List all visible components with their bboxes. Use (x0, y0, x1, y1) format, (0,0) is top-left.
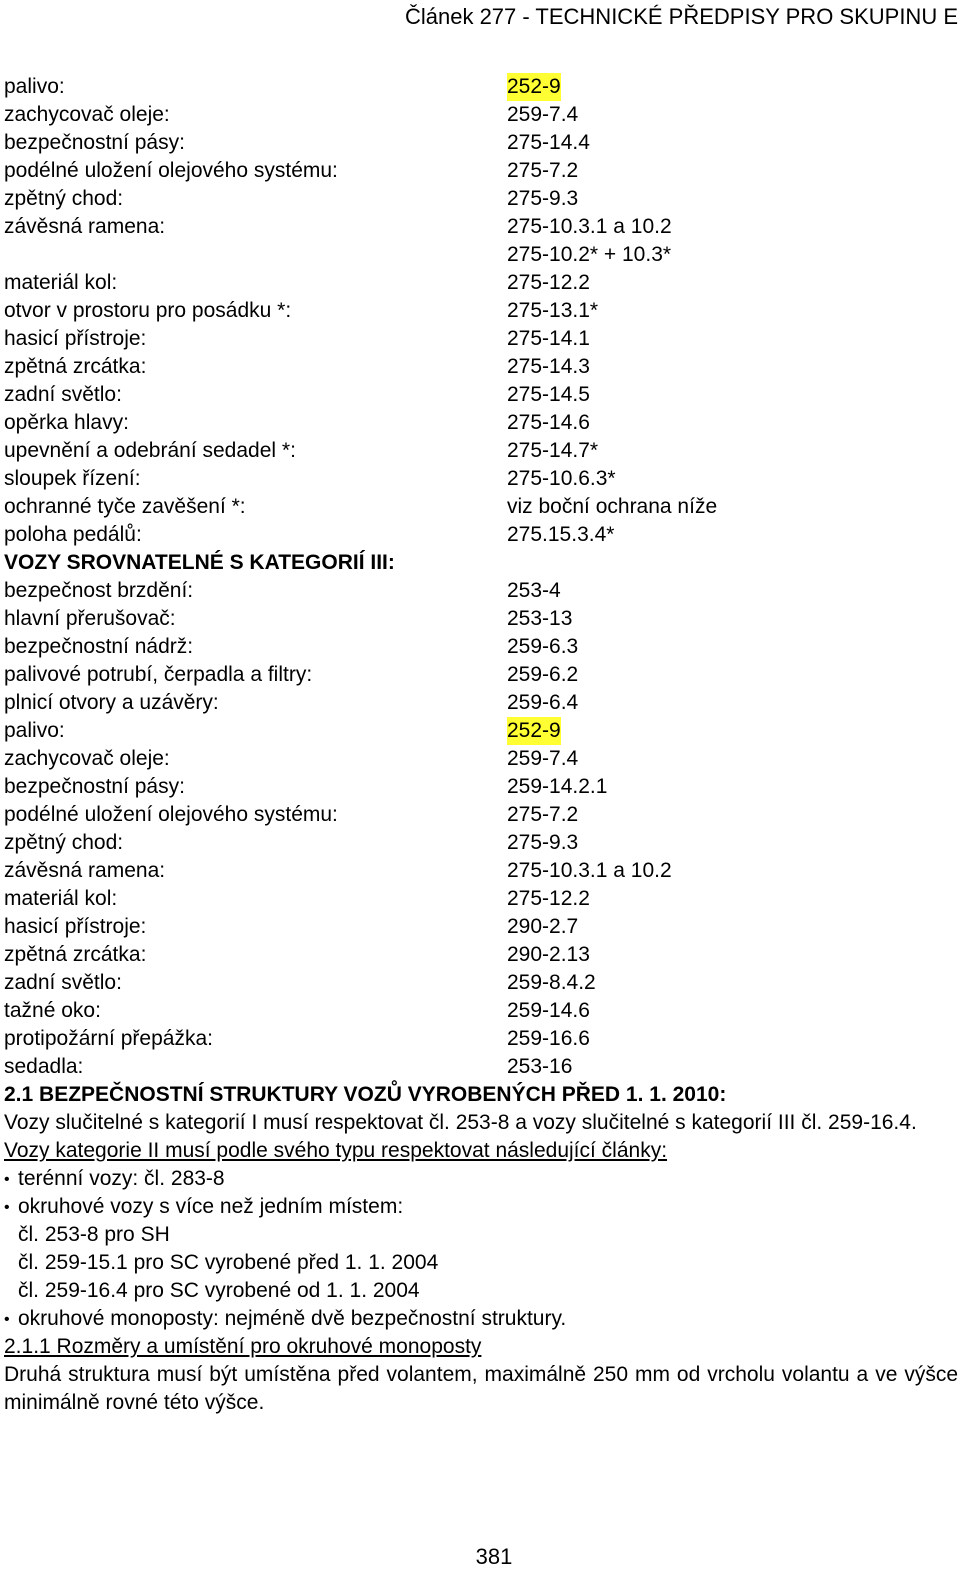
reference-row (4, 745, 958, 773)
sub-item: čl. 253-8 pro SH (18, 1223, 170, 1246)
reference-value: 275-12.2 (507, 887, 590, 910)
reference-row (4, 241, 958, 269)
section-heading-category-iii: VOZY SROVNATELNÉ S KATEGORIÍ III: (4, 551, 395, 574)
reference-value: 275-14.3 (507, 355, 590, 378)
section-2-1-paragraph: Vozy slučitelné s kategorií I musí respektovat čl. 253-8 a vozy slučitelné s kategorií III čl. 259-16.4. (4, 1111, 917, 1134)
reference-label: ochranné tyče zavěšení *: (4, 495, 246, 518)
reference-row (4, 157, 958, 185)
reference-label: bezpečnost brzdění: (4, 579, 194, 602)
reference-row (4, 857, 958, 885)
reference-label: palivo: (4, 75, 65, 98)
reference-label: zadní světlo: (4, 383, 122, 406)
reference-value: 259-7.4 (507, 103, 579, 126)
reference-list-group-1 (4, 73, 958, 549)
reference-row (4, 577, 958, 605)
reference-value: 275-7.2 (507, 159, 579, 182)
section-2-1-heading: 2.1 BEZPEČNOSTNÍ STRUKTURY VOZŮ VYROBENÝCH PŘED 1. 1. 2010: (4, 1083, 727, 1106)
reference-value: 252-9 (507, 717, 561, 745)
reference-label: hlavní přerušovač: (4, 607, 176, 630)
reference-value: 259-16.6 (507, 1027, 590, 1050)
reference-value: 275-14.1 (507, 327, 590, 350)
reference-label: zachycovač oleje: (4, 747, 170, 770)
reference-label: otvor v prostoru pro posádku *: (4, 299, 292, 322)
reference-row (4, 913, 958, 941)
reference-value: 275-10.6.3* (507, 467, 616, 490)
reference-value: 259-8.4.2 (507, 971, 596, 994)
reference-row (4, 353, 958, 381)
reference-label: bezpečnostní nádrž: (4, 635, 194, 658)
reference-value: 290-2.13 (507, 943, 590, 966)
reference-value: 259-6.3 (507, 635, 579, 658)
reference-row (4, 829, 958, 857)
reference-value: 275-13.1* (507, 299, 599, 322)
reference-label: závěsná ramena: (4, 215, 166, 238)
reference-value: 275-10.3.1 a 10.2 (507, 859, 672, 882)
document-body (4, 73, 958, 1417)
reference-value: 275-14.7* (507, 439, 599, 462)
reference-label: bezpečnostní pásy: (4, 775, 185, 798)
reference-value: 275-12.2 (507, 271, 590, 294)
bullet-monoposts: • okruhové monoposty: nejméně dvě bezpečnostní struktury. (4, 1305, 958, 1333)
category-2-intro: Vozy kategorie II musí podle svého typu respektovat následující články: (4, 1139, 668, 1162)
reference-label: materiál kol: (4, 271, 118, 294)
reference-label: závěsná ramena: (4, 859, 166, 882)
reference-value: 259-14.2.1 (507, 775, 608, 798)
reference-row (4, 885, 958, 913)
reference-row (4, 941, 958, 969)
reference-value: 275-10.2* + 10.3* (507, 243, 672, 266)
reference-label: zpětná zrcátka: (4, 943, 147, 966)
reference-row (4, 801, 958, 829)
reference-value: 259-6.2 (507, 663, 579, 686)
reference-row (4, 689, 958, 717)
reference-row (4, 773, 958, 801)
reference-row (4, 661, 958, 689)
reference-value: 253-4 (507, 579, 561, 602)
reference-label: zachycovač oleje: (4, 103, 170, 126)
reference-row (4, 129, 958, 157)
section-2-1-1-paragraph: Druhá struktura musí být umístěna před volantem, maximálně 250 mm od vrcholu volantu a ve výšce minimálně rovné této výšce. (4, 1363, 958, 1414)
reference-label (4, 241, 507, 269)
reference-label: sloupek řízení: (4, 467, 141, 490)
reference-list-group-2 (4, 577, 958, 1081)
reference-row (4, 633, 958, 661)
reference-value: 275.15.3.4* (507, 523, 615, 546)
reference-label: poloha pedálů: (4, 523, 142, 546)
reference-label: hasicí přístroje: (4, 915, 147, 938)
reference-row (4, 213, 958, 241)
reference-label: zadní světlo: (4, 971, 122, 994)
reference-value: 253-16 (507, 1055, 573, 1078)
reference-row (4, 1025, 958, 1053)
reference-row (4, 1053, 958, 1081)
reference-row (4, 969, 958, 997)
reference-value: 275-14.5 (507, 383, 590, 406)
reference-row (4, 325, 958, 353)
reference-value: 275-10.3.1 a 10.2 (507, 215, 672, 238)
reference-value: 253-13 (507, 607, 573, 630)
reference-label: opěrka hlavy: (4, 411, 129, 434)
page-header: Článek 277 - TECHNICKÉ PŘEDPISY PRO SKUPINU E (404, 4, 958, 29)
reference-row (4, 605, 958, 633)
reference-value: 259-7.4 (507, 747, 579, 770)
reference-row (4, 297, 958, 325)
reference-row (4, 409, 958, 437)
bullet-circuit-multi-seat: • okruhové vozy s více než jedním místem: (4, 1193, 958, 1221)
page-number: 381 (475, 1544, 513, 1569)
reference-row (4, 493, 958, 521)
reference-label: protipožární přepážka: (4, 1027, 213, 1050)
reference-label: upevnění a odebrání sedadel *: (4, 439, 296, 462)
reference-row (4, 437, 958, 465)
reference-value: 259-14.6 (507, 999, 590, 1022)
reference-row (4, 997, 958, 1025)
reference-label: zpětná zrcátka: (4, 355, 147, 378)
reference-label: bezpečnostní pásy: (4, 131, 185, 154)
reference-label: zpětný chod: (4, 831, 124, 854)
reference-row (4, 717, 958, 745)
reference-row (4, 381, 958, 409)
reference-label: palivo: (4, 719, 65, 742)
reference-row (4, 101, 958, 129)
sub-item: čl. 259-16.4 pro SC vyrobené od 1. 1. 2004 (18, 1279, 420, 1302)
reference-value: 275-9.3 (507, 187, 579, 210)
reference-label: materiál kol: (4, 887, 118, 910)
reference-value: 275-9.3 (507, 831, 579, 854)
reference-label: plnicí otvory a uzávěry: (4, 691, 219, 714)
reference-label: palivové potrubí, čerpadla a filtry: (4, 663, 313, 686)
reference-value: 275-14.4 (507, 131, 590, 154)
reference-label: hasicí přístroje: (4, 327, 147, 350)
reference-label: zpětný chod: (4, 187, 124, 210)
reference-row (4, 73, 958, 101)
reference-label: podélné uložení olejového systému: (4, 803, 338, 826)
reference-value: 252-9 (507, 73, 561, 101)
reference-row (4, 521, 958, 549)
reference-value: 290-2.7 (507, 915, 579, 938)
reference-label: tažné oko: (4, 999, 101, 1022)
reference-row (4, 185, 958, 213)
reference-row (4, 465, 958, 493)
reference-label: podélné uložení olejového systému: (4, 159, 338, 182)
reference-value: viz boční ochrana níže (507, 495, 718, 518)
section-2-1-1-heading: 2.1.1 Rozměry a umístění pro okruhové monoposty (4, 1335, 482, 1358)
reference-value: 275-7.2 (507, 803, 579, 826)
reference-value: 275-14.6 (507, 411, 590, 434)
reference-label: sedadla: (4, 1055, 84, 1078)
sub-item: čl. 259-15.1 pro SC vyrobené před 1. 1. 2004 (18, 1251, 439, 1274)
bullet-offroad: • terénní vozy: čl. 283-8 (4, 1165, 958, 1193)
reference-value: 259-6.4 (507, 691, 579, 714)
reference-row (4, 269, 958, 297)
